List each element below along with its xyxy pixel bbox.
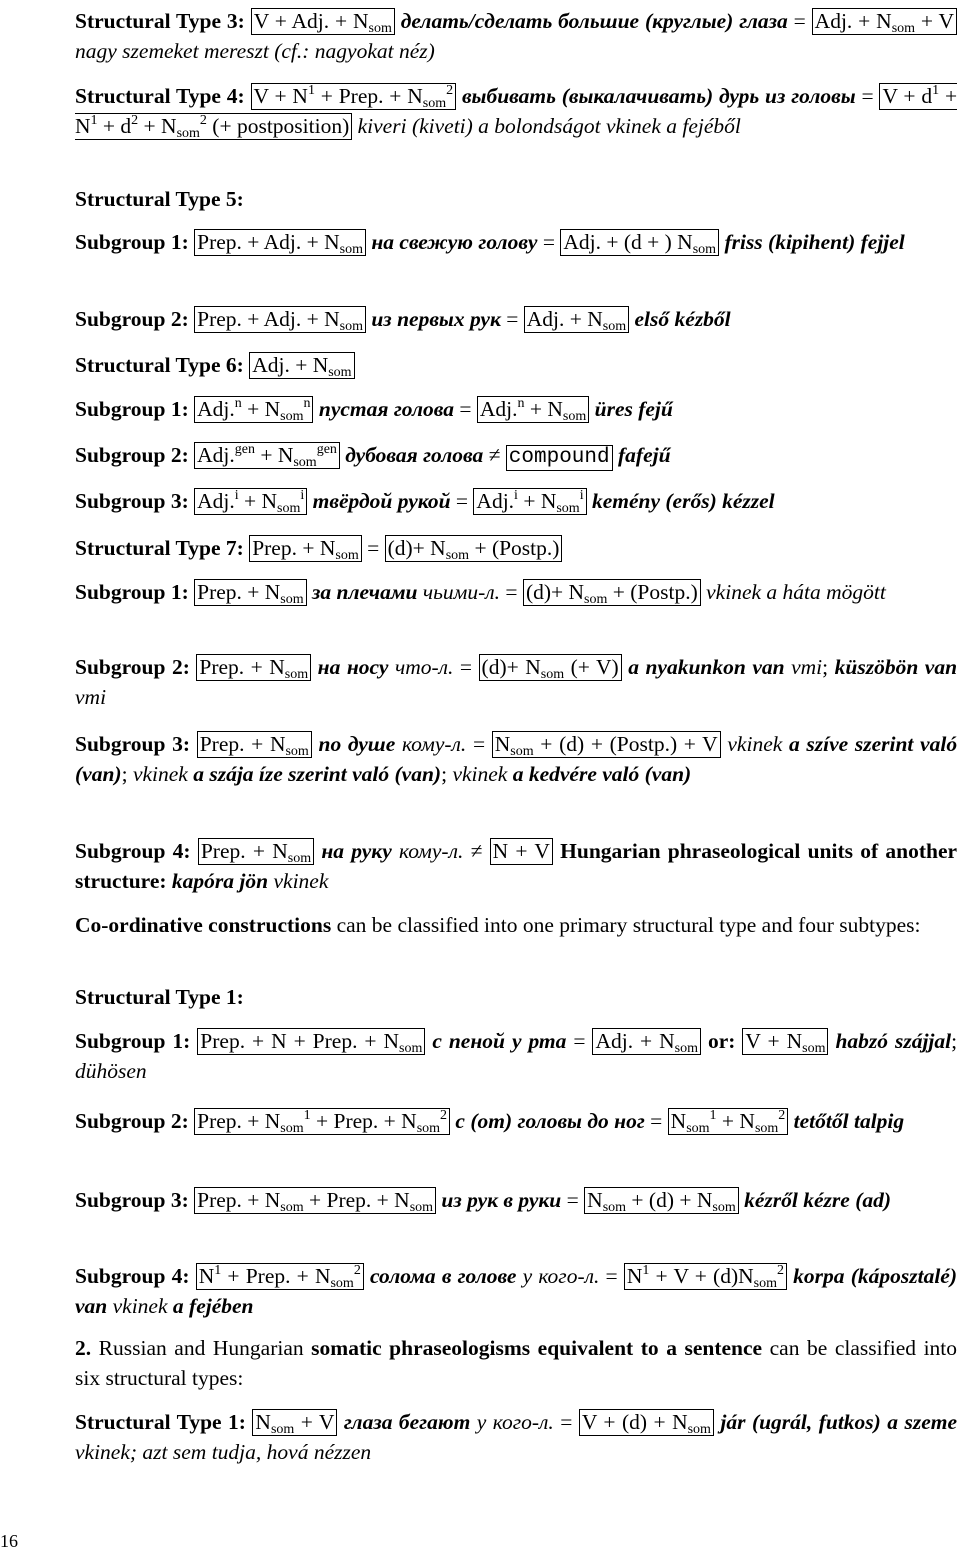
- formula-box: $N_{som} + (d) + N_{som}$: [584, 1187, 739, 1214]
- ct1-subgroup3: Subgroup 3: Prep. + $N_{som}$ + Prep. + $N_{som}$ из рук в руки = $N_{som} + (d) + N_{som}$ kézről kézre (ad): [75, 1188, 892, 1215]
- formula-box: $V + N^1$ + Prep. + $N_{som}^2$: [251, 83, 457, 110]
- formula-box: V + Adj. + $N_{som}$: [251, 8, 395, 35]
- formula-box: Adj. + $N_{som}$: [249, 352, 354, 379]
- formula-box: $(d)+ N_{som}$ + (Postp.): [523, 579, 701, 606]
- formula-box: Adj. + $N_{som}$: [592, 1028, 701, 1055]
- st5-subgroup2: Subgroup 2: Prep. + Adj. + $N_{som}$ из первых рук = Adj. + $N_{som}$ első kézből: [75, 307, 731, 334]
- formula-box: $Adj.^n + N_{som}^n$: [194, 396, 313, 423]
- formula-box: compound: [506, 445, 613, 471]
- st7-subgroup3: Subgroup 3: Prep. + $N_{som}$ по душе кому-л. = $N_{som} + (d)$ + (Postp.) + V vkinek a szíve szerint való (van); vkinek a szája íze szerint való (van); vkinek a kedvére való (van): [75, 732, 958, 786]
- st6-subgroup3: Subgroup 3: $Adj.^i + N_{som}^i$ твёрдой рукой = $Adj.^i + N_{som}^i$ kemény (erős) kézzel: [75, 488, 775, 516]
- formula-box: $N_{som} + V$: [252, 1409, 337, 1436]
- formula-box: Prep. + $N_{som}$: [194, 579, 307, 606]
- formula-box: Prep. + Adj. + $N_{som}$: [194, 306, 366, 333]
- formula-box: Prep. + $N_{som}$: [196, 654, 311, 681]
- st5-heading: Structural Type 5:: [75, 187, 244, 211]
- formula-box: Prep. + $N_{som}$: [197, 731, 312, 758]
- formula-box: Prep. + N + Prep. + $N_{som}$: [197, 1028, 425, 1055]
- st7-subgroup1: Subgroup 1: Prep. + $N_{som}$ за плечами чьими-л. = $(d)+ N_{som}$ + (Postp.) vkinek a háta mögött: [75, 580, 886, 607]
- formula-box: Adj. + $N_{som}$: [524, 306, 629, 333]
- formula-box: $Adj.^i + N_{som}^i$: [194, 488, 307, 515]
- formula-box: Prep. + $N_{som}$: [249, 535, 362, 562]
- st7-subgroup4: Subgroup 4: Prep. + $N_{som}$ на руку кому-л. ≠ N + V Hungarian phraseological units of another structure: kapóra jön vkinek: [75, 839, 958, 893]
- st7-subgroup2: Subgroup 2: Prep. + $N_{som}$ на носу что-л. = $(d)+ N_{som}$ (+ V) a nyakunkon van vmi; küszöbön van vmi: [75, 655, 958, 709]
- formula-box: $Adj.^n + N_{som}$: [477, 396, 589, 423]
- st7-heading: Structural Type 7: Prep. + $N_{som} = (d)+ N_{som}$ + (Postp.): [75, 533, 957, 563]
- formula-box: $V + d^1 + N^1 + d^2 + N_{som}^2$ (+ postposition): [75, 83, 958, 141]
- formula-box: $N^1$ + Prep. + $N_{som}^2$: [196, 1263, 364, 1290]
- formula-box: N + V: [490, 838, 553, 865]
- st5-subgroup1: Subgroup 1: Prep. + Adj. + $N_{som}$ на свежую голову = Adj. + (d + ) $N_{som}$ friss (kipihent) fejjel: [75, 230, 905, 257]
- formula-box: Adj. + (d + ) $N_{som}$: [560, 229, 719, 256]
- st4-paragraph: Structural Type 4: $V + N^1$ + Prep. + $N_{som}^2$ выбивать (выкалачивать) дурь из головы = $V + d^1 + N^1 + d^2 + N_{som}^2$ (+ postposition) kiveri (kiveti) a bolondságot vkinek a fejéből: [75, 83, 958, 141]
- coordinative-paragraph: Co-ordinative constructions can be classified into one primary structural type and four subtypes:: [75, 913, 921, 937]
- st6-subgroup1: Subgroup 1: $Adj.^n + N_{som}^n$ пустая голова = $Adj.^n + N_{som}$ üres fejű: [75, 396, 673, 424]
- formula-box: Prep. + $N_{som}^1$ + Prep. + $N_{som}^2$: [194, 1108, 450, 1135]
- st6-subgroup2: Subgroup 2: $Adj.^{gen} + N_{som}^{gen}$ дубовая голова ≠ compound fafejű: [75, 442, 671, 470]
- formula-box: Prep. + $N_{som}$ + Prep. + $N_{som}$: [194, 1187, 436, 1214]
- formula-box: Prep. + Adj. + $N_{som}$: [194, 229, 366, 256]
- ct1-subgroup1: Subgroup 1: Prep. + N + Prep. + $N_{som}$ с пеной у рта = Adj. + $N_{som}$ or: $V + N_{som}$ habzó szájjal; dühösen: [75, 1029, 958, 1083]
- formula-box: $(d)+ N_{som}$ (+ V): [479, 654, 622, 681]
- s2-st1-paragraph: Structural Type 1: $N_{som} + V$ глаза бегают у кого-л. = $V + (d) + N_{som}$ jár (ugrál, futkos) a szeme vkinek; azt sem tudja, hová nézzen: [75, 1410, 958, 1464]
- section-2-paragraph: 2. Russian and Hungarian somatic phraseologisms equivalent to a sentence can be classified into six structural types:: [75, 1336, 958, 1390]
- ct1-subgroup4: Subgroup 4: $N^1$ + Prep. + $N_{som}^2$ солома в голове у кого-л. = $N^1 + V + (d)N_{som}^2$ korpa (káposztalé) van vkinek a fejében: [75, 1263, 958, 1318]
- formula-box: Prep. + $N_{som}$: [198, 838, 314, 865]
- st6-heading: Structural Type 6: Adj. + $N_{som}$: [75, 350, 957, 380]
- st3-paragraph: Structural Type 3: V + Adj. + $N_{som}$ делать/сделать большие (круглые) глаза = Adj. + $N_{som} + V$ nagy szemeket mereszt (cf.: nagyokat néz): [75, 6, 957, 66]
- ct1-subgroup2: Subgroup 2: Prep. + $N_{som}^1$ + Prep. + $N_{som}^2$ с (от) головы до ног = $N_{som}^1 + N_{som}^2$ tetőtől talpig: [75, 1108, 905, 1136]
- formula-box: $N_{som}^1 + N_{som}^2$: [668, 1108, 789, 1135]
- ct1-heading: Structural Type 1:: [75, 985, 244, 1009]
- formula-box: $Adj.^{gen} + N_{som}^{gen}$: [194, 442, 340, 469]
- formula-box: $N_{som} + (d)$ + (Postp.) + V: [492, 731, 721, 758]
- formula-box: Adj. + $N_{som} + V$: [812, 8, 957, 35]
- formula-box: $(d)+ N_{som}$ + (Postp.): [385, 535, 563, 562]
- formula-box: $Adj.^i + N_{som}^i$: [473, 488, 586, 515]
- formula-box: $V + N_{som}$: [742, 1028, 828, 1055]
- page-number: 16: [0, 1531, 18, 1551]
- formula-box: $V + (d) + N_{som}$: [579, 1409, 714, 1436]
- formula-box: $N^1 + V + (d)N_{som}^2$: [624, 1263, 787, 1290]
